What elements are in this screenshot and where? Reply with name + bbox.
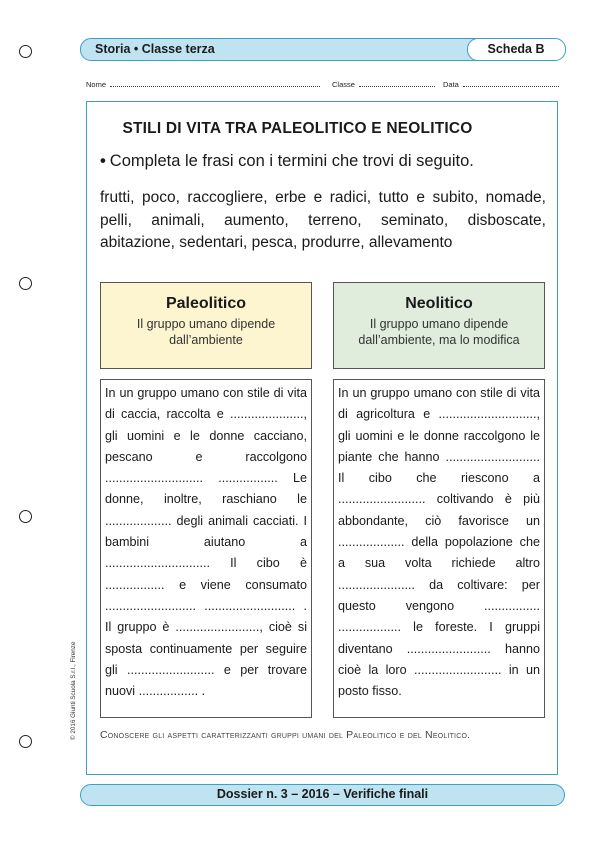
learning-objective: Conoscere gli aspetti caratterizzanti gruppi umani del Paleolitico e del Neolitico. — [100, 729, 471, 741]
date-label: Data — [443, 80, 459, 89]
neolitico-title: Neolitico — [405, 295, 473, 312]
class-label: Classe — [332, 80, 355, 89]
binder-hole — [19, 277, 32, 290]
word-bank: frutti, poco, raccogliere, erbe e radici, tutto e subito, nomade, pelli, animali, aumento, terreno, seminato, disboscate, abitazione, sedentari, pesca, produrre, allevamento — [100, 189, 546, 251]
neolitico-cloze-text[interactable]: In un gruppo umano con stile di vita di agricoltura e ............................, gli uomini e le donne raccolgono le piante che hanno ........................... Il cibo che riescono a ......................... coltivando è più abbondante, ciò favorisce un ................... della popolazione che a sua volta richiede altro ...................... da coltivare: per questo vengono ................ .................. le foreste. I gruppi diventano ........................ hanno cioè la loro ......................... in un posto fisso. — [338, 386, 540, 699]
binder-hole — [19, 735, 32, 748]
paleolitico-desc-line: Il gruppo umano dipende — [136, 317, 276, 331]
paleolitico-cloze-text[interactable]: In un gruppo umano con stile di vita di caccia, raccolta e ....................., gli uomini e le donne cacciano, pescano e raccolgono ............................ ................. Le donne, inoltre, raschiano le ................... degli animali cacciati. I bambini aiutano a .............................. Il cibo è ................. e viene consumato .......................... .......................... . Il gruppo è ........................, cioè si sposta continuamente per seguire gli ......................... e per trovare nuovi ................. . — [105, 386, 307, 699]
instruction — [100, 152, 474, 171]
copyright-notice: © 2016 Giunti Scuola S.r.l., Firenze — [70, 641, 77, 740]
footer-bar: Dossier n. 3 – 2016 – Verifiche finali — [80, 784, 565, 806]
paleolitico-text-box — [100, 379, 312, 718]
class-field[interactable] — [359, 79, 435, 87]
paleolitico-desc-line: dall’ambiente — [169, 333, 243, 347]
date-field[interactable] — [463, 79, 559, 87]
sheet-tab: Scheda B — [467, 38, 566, 61]
binder-hole — [19, 45, 32, 58]
paleolitico-desc — [101, 316, 311, 348]
neolitico-desc-line: dall’ambiente, ma lo modifica — [358, 333, 520, 347]
paleolitico-title: Paleolitico — [165, 295, 247, 312]
bullet-icon: • — [100, 152, 106, 170]
neolitico-desc-line: Il gruppo umano dipende — [369, 317, 509, 331]
subject-label: Storia • Classe terza — [95, 42, 215, 56]
name-field[interactable] — [110, 79, 320, 87]
header-bar — [80, 38, 565, 61]
name-label: Nome — [86, 80, 107, 89]
student-fields — [86, 79, 560, 91]
instruction-text: Completa le frasi con i termini che trovi di seguito. — [109, 152, 474, 170]
neolitico-text-box — [333, 379, 545, 718]
page-title: STILI DI VITA TRA PALEOLITICO E NEOLITICO — [122, 120, 473, 137]
neolitico-header-box — [333, 282, 545, 369]
paleolitico-header-box — [100, 282, 312, 369]
neolitico-desc — [334, 316, 544, 348]
binder-hole — [19, 510, 32, 523]
